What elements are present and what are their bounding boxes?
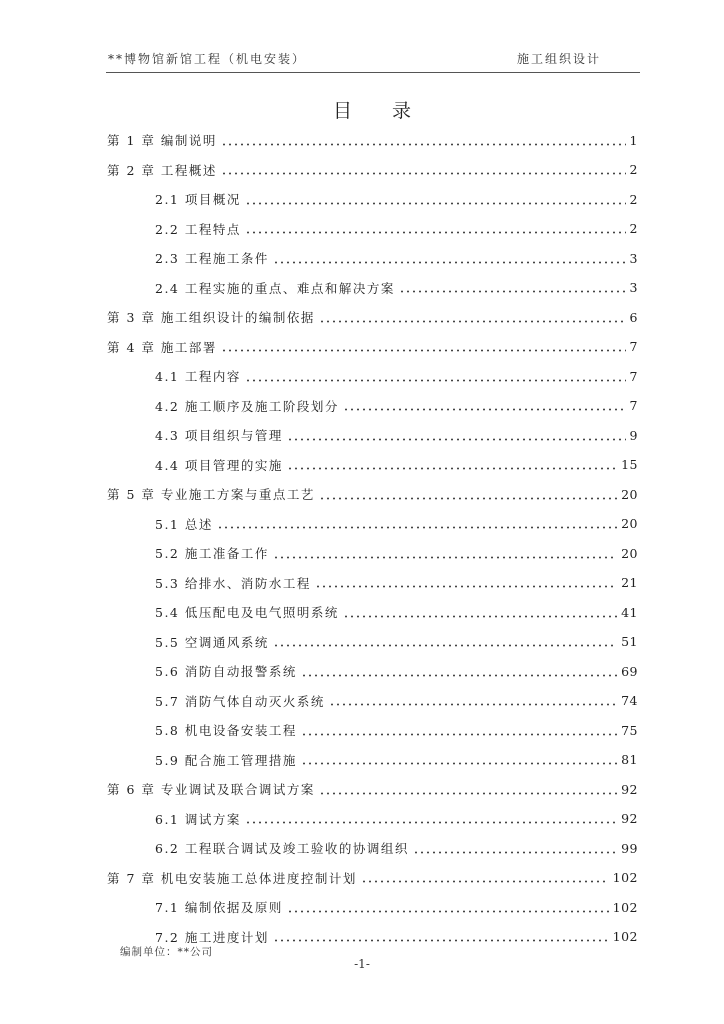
toc-section-entry[interactable] — [155, 424, 638, 446]
toc-entry-label: 5.7 消防气体自动灭火系统 — [155, 693, 325, 709]
toc-entry-page: 6 — [629, 309, 638, 325]
toc-section-entry[interactable] — [155, 513, 638, 535]
toc-leader-dots — [221, 349, 626, 352]
toc-section-entry[interactable] — [155, 837, 638, 859]
toc-section-entry[interactable] — [155, 454, 638, 476]
toc-leader-dots — [245, 379, 626, 382]
toc-leader-dots — [343, 408, 626, 411]
toc-entry-label: 第 7 章 机电安装施工总体进度控制计划 — [107, 870, 357, 886]
toc-leader-dots — [221, 172, 626, 175]
toc-entry-label: 第 6 章 专业调试及联合调试方案 — [107, 782, 315, 797]
toc-section-entry[interactable] — [155, 542, 638, 564]
toc-entry-label: 5.5 空调通风系统 — [155, 634, 269, 650]
toc-section-entry[interactable] — [155, 188, 638, 210]
toc-entry-label: 4.1 工程内容 — [155, 369, 241, 384]
toc-entry-page: 1 — [629, 132, 638, 148]
toc-section-entry[interactable] — [155, 719, 638, 741]
header-divider — [106, 72, 640, 73]
toc-chapter-entry[interactable] — [107, 483, 638, 505]
toc-entry-label: 4.3 项目组织与管理 — [155, 428, 283, 443]
toc-entry-label: 5.2 施工准备工作 — [155, 546, 269, 561]
toc-section-entry[interactable] — [155, 926, 638, 948]
toc-entry-label: 第 5 章 专业施工方案与重点工艺 — [107, 487, 315, 502]
toc-entry-label: 4.2 施工顺序及施工阶段划分 — [155, 398, 339, 414]
toc-chapter-entry[interactable] — [107, 867, 638, 889]
toc-entry-label: 5.4 低压配电及电气照明系统 — [155, 605, 339, 620]
toc-entry-page: 92 — [621, 811, 638, 826]
toc-section-entry[interactable] — [155, 601, 638, 623]
toc-entry-label: 第 4 章 施工部署 — [107, 339, 217, 355]
toc-entry-page: 92 — [621, 781, 638, 797]
toc-leader-dots — [319, 320, 626, 323]
toc-entry-label: 2.2 工程特点 — [155, 221, 241, 237]
toc-chapter-entry[interactable] — [107, 129, 638, 151]
toc-entry-label: 5.3 给排水、消防水工程 — [155, 575, 311, 591]
toc-leader-dots — [287, 467, 617, 470]
toc-section-entry[interactable] — [155, 749, 638, 771]
toc-leader-dots — [315, 585, 617, 588]
toc-leader-dots — [273, 556, 617, 559]
toc-leader-dots — [273, 261, 626, 264]
toc-entry-label: 第 2 章 工程概述 — [107, 162, 217, 178]
toc-leader-dots — [221, 143, 626, 146]
toc-chapter-entry[interactable] — [107, 778, 638, 800]
toc-leader-dots — [361, 880, 609, 883]
toc-entry-page: 3 — [629, 250, 638, 266]
toc-entry-page: 7 — [629, 368, 638, 384]
toc-entry-page: 20 — [621, 486, 638, 502]
toc-entry-page: 3 — [629, 280, 638, 295]
toc-entry-label: 2.3 工程施工条件 — [155, 251, 269, 266]
toc-leader-dots — [245, 231, 626, 234]
toc-leader-dots — [245, 202, 626, 205]
toc-chapter-entry[interactable] — [107, 159, 638, 181]
toc-leader-dots — [301, 674, 617, 677]
toc-leader-dots — [217, 526, 617, 529]
toc-chapter-entry[interactable] — [107, 306, 638, 328]
toc-entry-page: 74 — [621, 693, 638, 708]
toc-entry-page: 20 — [621, 516, 638, 531]
toc-entry-page: 51 — [621, 634, 638, 649]
toc-leader-dots — [301, 733, 617, 736]
toc-entry-page: 75 — [621, 722, 638, 738]
toc-entry-page: 41 — [621, 604, 638, 620]
toc-entry-page: 20 — [621, 545, 638, 561]
page-title: 目录 — [332, 100, 451, 122]
toc-entry-label: 2.4 工程实施的重点、难点和解决方案 — [155, 280, 395, 296]
toc-section-entry[interactable] — [155, 277, 638, 299]
toc-leader-dots — [343, 615, 617, 618]
toc-entry-label: 5.1 总述 — [155, 516, 213, 532]
footer-compiling-unit: 编制单位：**公司 — [120, 946, 213, 958]
toc-leader-dots — [319, 792, 617, 795]
toc-leader-dots — [329, 703, 617, 706]
toc-entry-label: 5.9 配合施工管理措施 — [155, 752, 297, 768]
toc-section-entry[interactable] — [155, 218, 638, 240]
toc-leader-dots — [301, 762, 617, 765]
toc-leader-dots — [399, 290, 626, 293]
toc-entry-page: 99 — [621, 840, 638, 856]
running-header-project: **博物馆新馆工程（机电安装） — [108, 52, 307, 66]
toc-section-entry[interactable] — [155, 395, 638, 417]
page-number: -1- — [354, 957, 370, 971]
toc-section-entry[interactable] — [155, 365, 638, 387]
toc-entry-page: 102 — [612, 870, 638, 885]
toc-entry-page: 2 — [629, 191, 638, 207]
toc-entry-page: 102 — [612, 929, 638, 944]
toc-entry-label: 2.1 项目概况 — [155, 192, 241, 207]
running-header-doc-type: 施工组织设计 — [517, 52, 602, 66]
toc-entry-page: 2 — [629, 162, 638, 177]
toc-entry-page: 7 — [629, 339, 638, 354]
toc-entry-label: 5.6 消防自动报警系统 — [155, 664, 297, 679]
toc-leader-dots — [273, 939, 609, 942]
toc-entry-page: 2 — [629, 221, 638, 236]
toc-entry-label: 4.4 项目管理的实施 — [155, 457, 283, 473]
toc-entry-page: 81 — [621, 752, 638, 767]
toc-entry-label: 5.8 机电设备安装工程 — [155, 723, 297, 738]
toc-entry-page: 15 — [621, 457, 638, 472]
toc-entry-label: 6.2 工程联合调试及竣工验收的协调组织 — [155, 841, 409, 856]
toc-section-entry[interactable] — [155, 247, 638, 269]
toc-entry-label: 7.2 施工进度计划 — [155, 929, 269, 945]
toc-entry-label: 第 3 章 施工组织设计的编制依据 — [107, 310, 315, 325]
toc-leader-dots — [413, 851, 617, 854]
toc-section-entry[interactable] — [155, 808, 638, 830]
toc-entry-page: 102 — [612, 899, 638, 915]
toc-entry-label: 7.1 编制依据及原则 — [155, 900, 283, 915]
toc-entry-page: 7 — [629, 398, 638, 413]
toc-section-entry[interactable] — [155, 572, 638, 594]
toc-leader-dots — [245, 821, 617, 824]
toc-leader-dots — [319, 497, 617, 500]
toc-leader-dots — [287, 910, 609, 913]
toc-entry-page: 69 — [621, 663, 638, 679]
toc-section-entry[interactable] — [155, 660, 638, 682]
toc-chapter-entry[interactable] — [107, 336, 638, 358]
toc-entry-page: 9 — [629, 427, 638, 443]
toc-section-entry[interactable] — [155, 631, 638, 653]
toc-entry-label: 第 1 章 编制说明 — [107, 133, 217, 148]
toc-leader-dots — [287, 438, 626, 441]
toc-section-entry[interactable] — [155, 690, 638, 712]
toc-entry-label: 6.1 调试方案 — [155, 811, 241, 827]
toc-entry-page: 21 — [621, 575, 638, 590]
toc-section-entry[interactable] — [155, 896, 638, 918]
toc-leader-dots — [273, 644, 617, 647]
